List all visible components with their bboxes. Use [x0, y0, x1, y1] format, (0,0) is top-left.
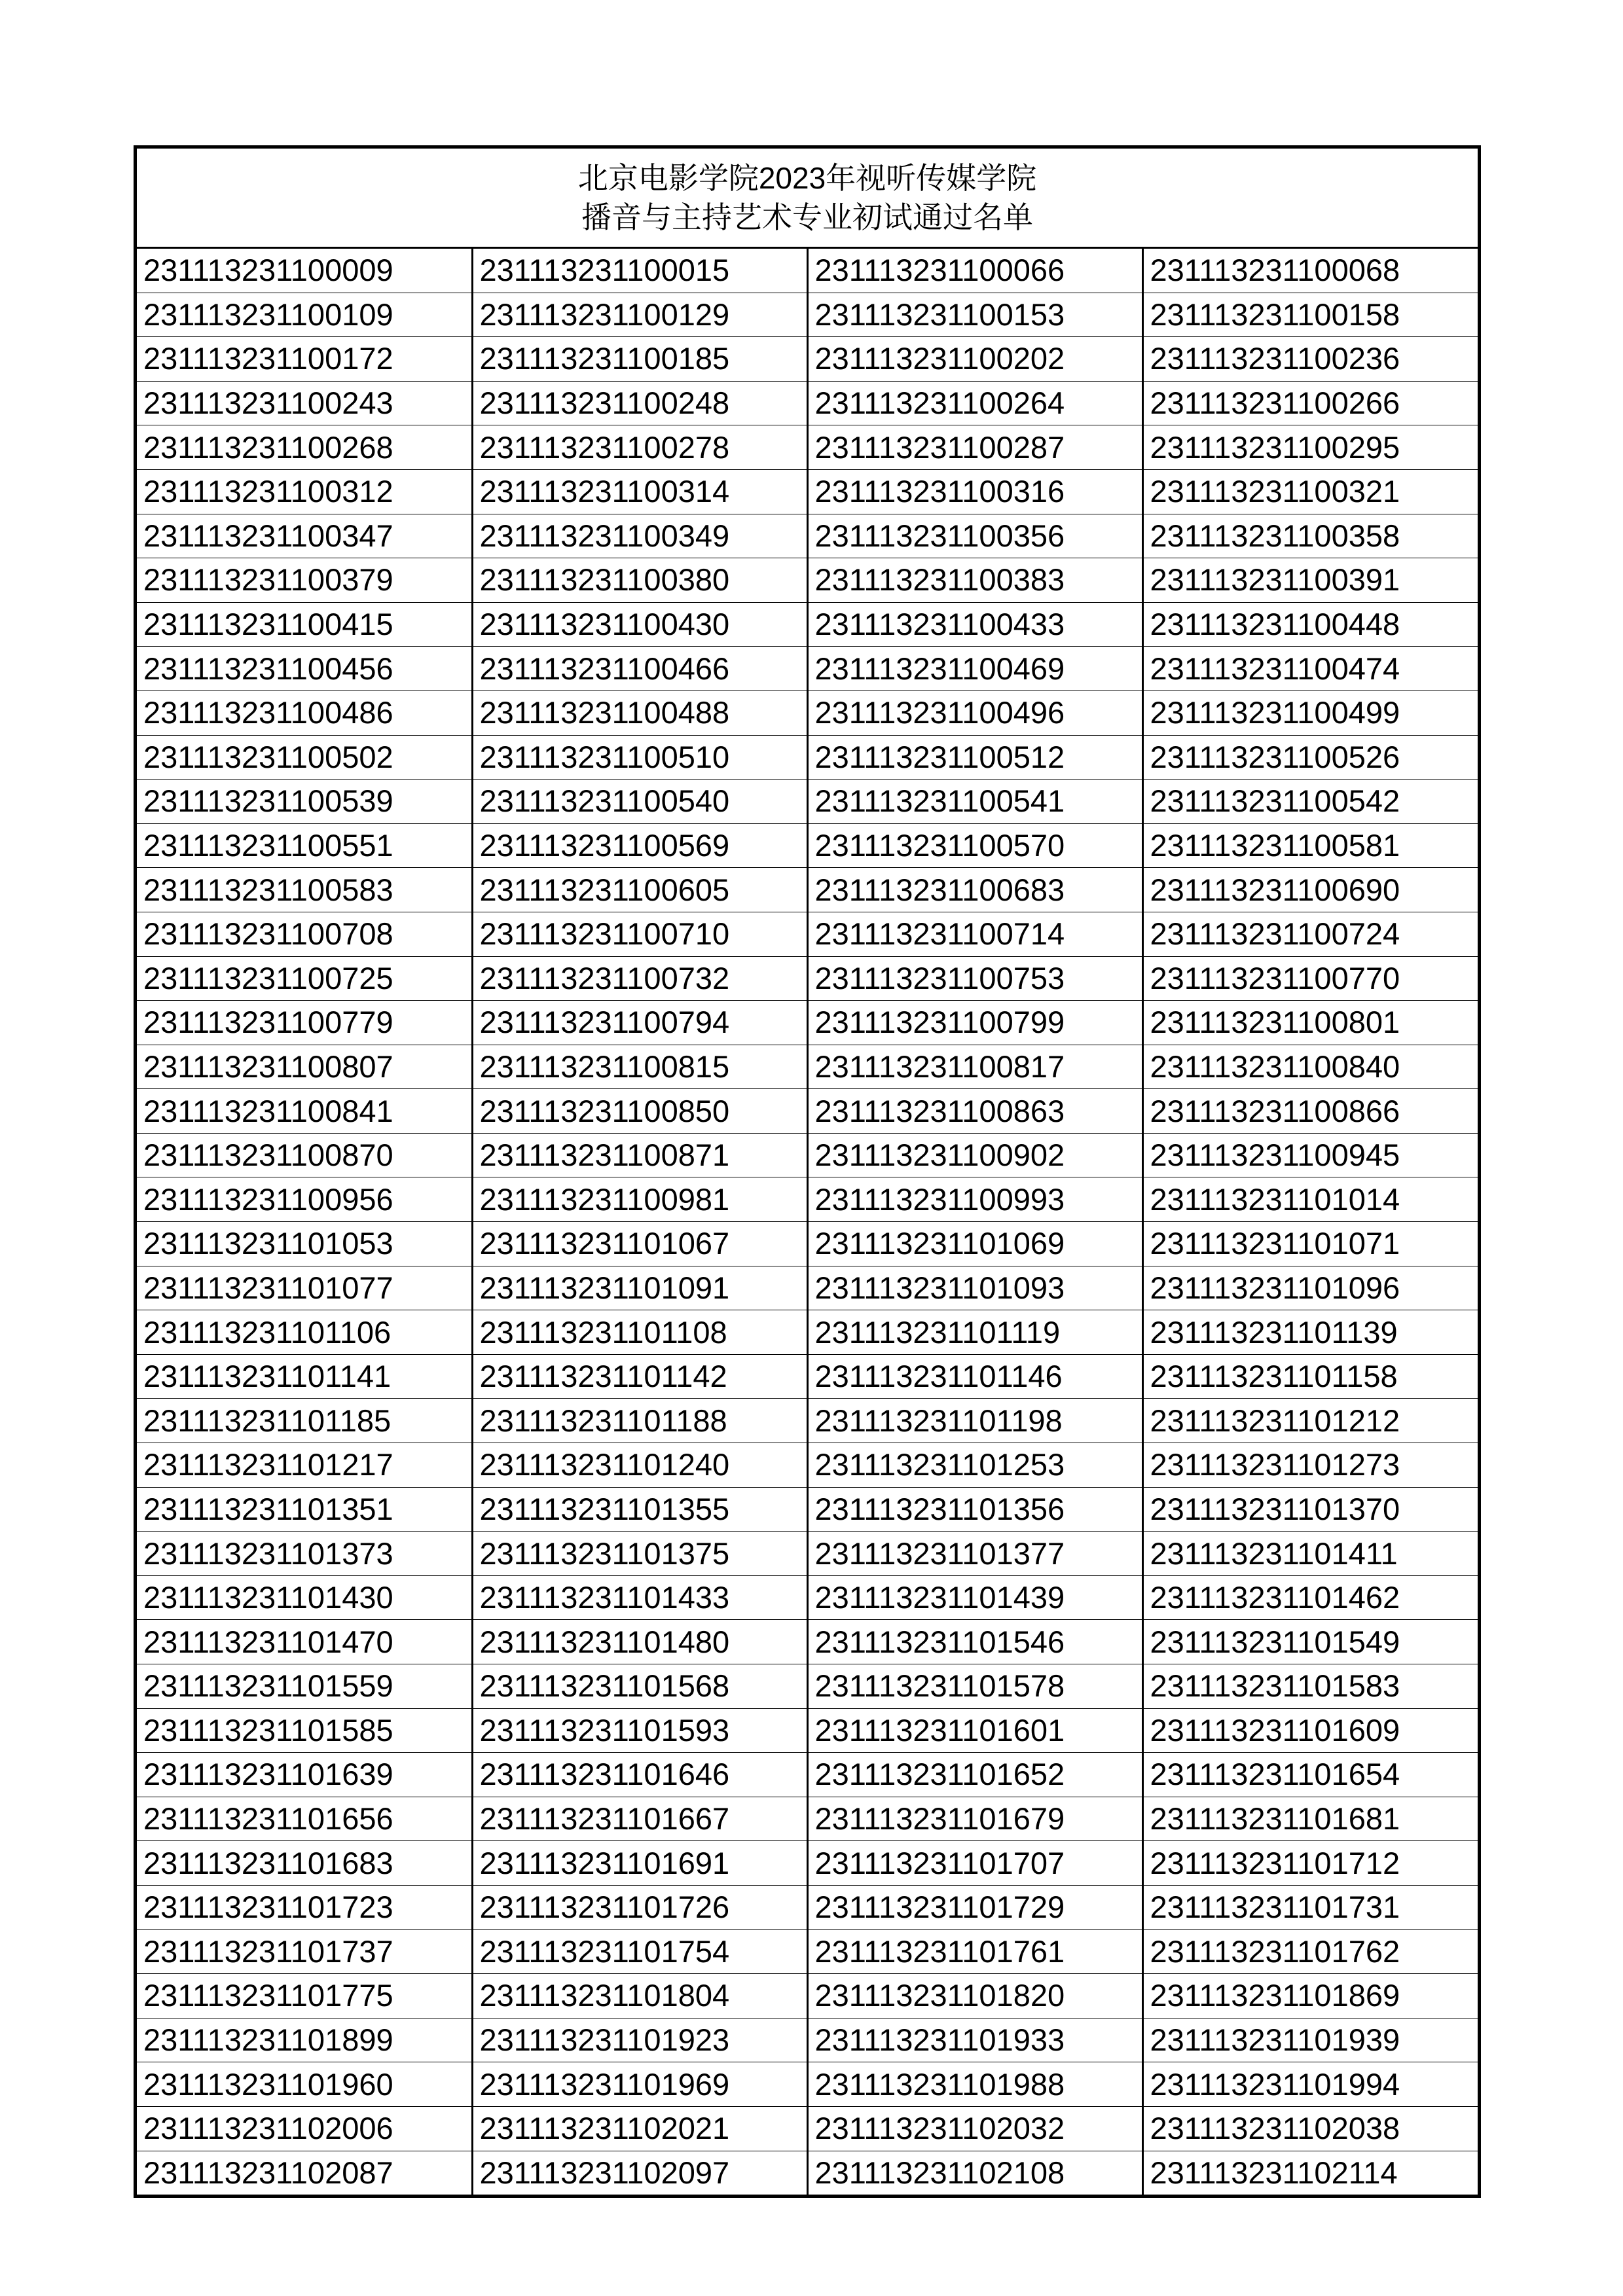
candidate-number-cell: 231113231101712 — [1142, 1841, 1478, 1886]
candidate-number-cell: 231113231101108 — [472, 1310, 807, 1355]
candidate-number-cell: 231113231101737 — [137, 1929, 472, 1974]
candidate-number-cell: 231113231102108 — [807, 2151, 1142, 2195]
candidate-number-cell: 231113231101899 — [137, 2018, 472, 2062]
candidate-number-cell: 231113231100526 — [1142, 735, 1478, 780]
candidate-number-cell: 231113231100779 — [137, 1001, 472, 1045]
table-row — [137, 249, 1478, 293]
table-row — [137, 1575, 1478, 1620]
candidate-number-cell: 231113231100066 — [807, 249, 1142, 293]
table-row — [137, 2062, 1478, 2107]
candidate-number-cell: 231113231100448 — [1142, 602, 1478, 647]
candidate-number-cell: 231113231101691 — [472, 1841, 807, 1886]
candidate-number-cell: 231113231100871 — [472, 1133, 807, 1177]
results-sheet — [134, 145, 1481, 2198]
candidate-number-cell: 231113231101723 — [137, 1885, 472, 1929]
candidate-number-cell: 231113231101549 — [1142, 1620, 1478, 1664]
candidate-number-cell: 231113231101077 — [137, 1266, 472, 1310]
table-row — [137, 1487, 1478, 1532]
candidate-number-cell: 231113231101253 — [807, 1443, 1142, 1488]
candidate-number-cell: 231113231101754 — [472, 1929, 807, 1974]
candidate-number-cell: 231113231101370 — [1142, 1487, 1478, 1532]
candidate-number-cell: 231113231102087 — [137, 2151, 472, 2195]
candidate-number-cell: 231113231100540 — [472, 780, 807, 824]
candidate-number-cell: 231113231100236 — [1142, 337, 1478, 382]
table-row — [137, 691, 1478, 735]
table-row — [137, 2106, 1478, 2151]
candidate-number-cell: 231113231100870 — [137, 1133, 472, 1177]
candidate-number-cell: 231113231100287 — [807, 425, 1142, 470]
candidate-number-cell: 231113231101593 — [472, 1708, 807, 1753]
candidate-number-cell: 231113231102021 — [472, 2106, 807, 2151]
candidate-number-cell: 231113231101923 — [472, 2018, 807, 2062]
candidate-number-cell: 231113231100710 — [472, 912, 807, 956]
candidate-number-cell: 231113231101939 — [1142, 2018, 1478, 2062]
table-row — [137, 1797, 1478, 1841]
candidate-number-cell: 231113231101158 — [1142, 1354, 1478, 1399]
candidate-number-cell: 231113231101969 — [472, 2062, 807, 2107]
candidate-number-cell: 231113231101729 — [807, 1885, 1142, 1929]
candidate-number-cell: 231113231100510 — [472, 735, 807, 780]
candidate-number-cell: 231113231100569 — [472, 823, 807, 868]
candidate-number-cell: 231113231100807 — [137, 1045, 472, 1089]
table-row — [137, 1664, 1478, 1709]
candidate-number-cell: 231113231100295 — [1142, 425, 1478, 470]
candidate-number-cell: 231113231100850 — [472, 1089, 807, 1134]
candidate-number-cell: 231113231100379 — [137, 558, 472, 603]
candidate-number-cell: 231113231101994 — [1142, 2062, 1478, 2107]
candidate-number-cell: 231113231100732 — [472, 956, 807, 1001]
table-row — [137, 1133, 1478, 1177]
candidate-number-cell: 231113231101667 — [472, 1797, 807, 1841]
candidate-number-cell: 231113231101988 — [807, 2062, 1142, 2107]
table-row — [137, 1177, 1478, 1222]
candidate-number-cell: 231113231101470 — [137, 1620, 472, 1664]
candidate-number-cell: 231113231101583 — [1142, 1664, 1478, 1709]
candidate-number-cell: 231113231101106 — [137, 1310, 472, 1355]
candidate-number-cell: 231113231100502 — [137, 735, 472, 780]
candidate-number-cell: 231113231100488 — [472, 691, 807, 735]
table-row — [137, 1753, 1478, 1797]
table-row — [137, 1354, 1478, 1399]
candidate-number-cell: 231113231100015 — [472, 249, 807, 293]
candidate-number-cell: 231113231100264 — [807, 381, 1142, 425]
table-row — [137, 1974, 1478, 2018]
table-row — [137, 1045, 1478, 1089]
title-line-1: 北京电影学院2023年视听传媒学院 — [577, 161, 1037, 195]
candidate-number-cell: 231113231100009 — [137, 249, 472, 293]
candidate-number-cell: 231113231100469 — [807, 647, 1142, 691]
candidate-number-cell: 231113231100356 — [807, 514, 1142, 558]
candidate-number-cell: 231113231100278 — [472, 425, 807, 470]
candidate-number-cell: 231113231101240 — [472, 1443, 807, 1488]
table-row — [137, 1399, 1478, 1443]
candidate-number-cell: 231113231100316 — [807, 469, 1142, 514]
candidate-number-cell: 231113231101761 — [807, 1929, 1142, 1974]
candidate-number-cell: 231113231101820 — [807, 1974, 1142, 2018]
table-row — [137, 425, 1478, 470]
candidate-number-cell: 231113231100799 — [807, 1001, 1142, 1045]
candidate-number-cell: 231113231100172 — [137, 337, 472, 382]
candidate-number-cell: 231113231101188 — [472, 1399, 807, 1443]
candidate-number-cell: 231113231100248 — [472, 381, 807, 425]
candidate-number-cell: 231113231100770 — [1142, 956, 1478, 1001]
candidate-number-cell: 231113231100708 — [137, 912, 472, 956]
table-row — [137, 1929, 1478, 1974]
table-row — [137, 1310, 1478, 1355]
candidate-number-cell: 231113231101217 — [137, 1443, 472, 1488]
table-row — [137, 2018, 1478, 2062]
candidate-number-cell: 231113231100486 — [137, 691, 472, 735]
candidate-number-cell: 231113231100349 — [472, 514, 807, 558]
candidate-number-cell: 231113231100815 — [472, 1045, 807, 1089]
candidate-number-cell: 231113231100551 — [137, 823, 472, 868]
candidate-number-cell: 231113231101351 — [137, 1487, 472, 1532]
table-row — [137, 381, 1478, 425]
candidate-number-cell: 231113231102032 — [807, 2106, 1142, 2151]
title-line-2: 播音与主持艺术专业初试通过名单 — [581, 200, 1033, 234]
candidate-number-cell: 231113231100512 — [807, 735, 1142, 780]
candidate-number-cell: 231113231101707 — [807, 1841, 1142, 1886]
candidate-number-cell: 231113231100433 — [807, 602, 1142, 647]
candidate-number-cell: 231113231100314 — [472, 469, 807, 514]
table-row — [137, 823, 1478, 868]
candidate-number-cell: 231113231100581 — [1142, 823, 1478, 868]
candidate-number-cell: 231113231101762 — [1142, 1929, 1478, 1974]
candidate-number-cell: 231113231100753 — [807, 956, 1142, 1001]
candidate-number-cell: 231113231100840 — [1142, 1045, 1478, 1089]
candidate-number-cell: 231113231101585 — [137, 1708, 472, 1753]
table-row — [137, 1089, 1478, 1134]
candidate-number-cell: 231113231101679 — [807, 1797, 1142, 1841]
candidate-number-cell: 231113231101639 — [137, 1753, 472, 1797]
candidate-number-cell: 231113231100430 — [472, 602, 807, 647]
candidate-number-cell: 231113231101601 — [807, 1708, 1142, 1753]
candidate-number-cell: 231113231100358 — [1142, 514, 1478, 558]
table-row — [137, 1443, 1478, 1488]
candidate-number-cell: 231113231101656 — [137, 1797, 472, 1841]
candidate-number-cell: 231113231101559 — [137, 1664, 472, 1709]
candidate-number-cell: 231113231101775 — [137, 1974, 472, 2018]
candidate-number-cell: 231113231101609 — [1142, 1708, 1478, 1753]
table-row — [137, 2151, 1478, 2195]
candidate-number-cell: 231113231100068 — [1142, 249, 1478, 293]
candidate-number-cell: 231113231102006 — [137, 2106, 472, 2151]
candidate-number-cell: 231113231101462 — [1142, 1575, 1478, 1620]
candidate-number-cell: 231113231101654 — [1142, 1753, 1478, 1797]
candidate-number-cell: 231113231100993 — [807, 1177, 1142, 1222]
candidate-number-cell: 231113231101141 — [137, 1354, 472, 1399]
candidate-number-cell: 231113231101212 — [1142, 1399, 1478, 1443]
candidate-number-cell: 231113231100496 — [807, 691, 1142, 735]
candidate-number-cell: 231113231100129 — [472, 293, 807, 337]
candidate-number-cell: 231113231100801 — [1142, 1001, 1478, 1045]
candidate-number-cell: 231113231100268 — [137, 425, 472, 470]
table-row — [137, 337, 1478, 382]
candidate-number-cell: 231113231100714 — [807, 912, 1142, 956]
table-row — [137, 647, 1478, 691]
candidate-number-cell: 231113231101869 — [1142, 1974, 1478, 2018]
candidate-number-cell: 231113231101067 — [472, 1222, 807, 1266]
candidate-number-cell: 231113231102097 — [472, 2151, 807, 2195]
candidate-number-cell: 231113231101091 — [472, 1266, 807, 1310]
candidate-number-cell: 231113231101578 — [807, 1664, 1142, 1709]
candidate-number-cell: 231113231100347 — [137, 514, 472, 558]
table-row — [137, 1001, 1478, 1045]
candidate-number-cell: 231113231101646 — [472, 1753, 807, 1797]
candidate-number-cell: 231113231101185 — [137, 1399, 472, 1443]
candidate-number-cell: 231113231100863 — [807, 1089, 1142, 1134]
candidate-number-cell: 231113231102114 — [1150, 2155, 1398, 2190]
candidate-number-cell: 231113231100539 — [137, 780, 472, 824]
candidate-number-cell: 231113231100724 — [1142, 912, 1478, 956]
candidate-number-cell: 231113231101546 — [807, 1620, 1142, 1664]
table-row — [137, 1708, 1478, 1753]
candidate-number-cell: 231113231100185 — [472, 337, 807, 382]
candidate-number-cell: 231113231101731 — [1142, 1885, 1478, 1929]
candidate-number-cell: 231113231100380 — [472, 558, 807, 603]
candidate-number-cell: 231113231100474 — [1142, 647, 1478, 691]
candidate-number-cell: 231113231100570 — [807, 823, 1142, 868]
candidate-number-cell: 231113231100690 — [1142, 868, 1478, 912]
candidate-number-cell: 231113231101377 — [807, 1532, 1142, 1576]
candidate-number-cell: 231113231102038 — [1142, 2106, 1478, 2151]
candidate-number-cell: 231113231101071 — [1142, 1222, 1478, 1266]
candidate-number-cell: 231113231101373 — [137, 1532, 472, 1576]
table-row — [137, 735, 1478, 780]
candidate-number-cell: 231113231100542 — [1142, 780, 1478, 824]
candidate-number-cell: 231113231101198 — [807, 1399, 1142, 1443]
candidate-number-cell: 231113231100456 — [137, 647, 472, 691]
table-row — [137, 469, 1478, 514]
candidate-number-cell: 231113231101411 — [1142, 1532, 1478, 1576]
candidate-number-cell: 231113231101433 — [472, 1575, 807, 1620]
table-row — [137, 1532, 1478, 1576]
table-row — [137, 1885, 1478, 1929]
candidate-number-cell: 231113231100817 — [807, 1045, 1142, 1089]
candidate-number-cell: 231113231101356 — [807, 1487, 1142, 1532]
candidate-number-cell: 231113231101933 — [807, 2018, 1142, 2062]
candidate-number-cell: 231113231101014 — [1142, 1177, 1478, 1222]
candidate-number-cell: 231113231100541 — [807, 780, 1142, 824]
table-row — [137, 1841, 1478, 1886]
table-row — [137, 558, 1478, 603]
candidate-number-cell: 231113231100415 — [137, 602, 472, 647]
candidate-number-cell: 231113231100583 — [137, 868, 472, 912]
candidate-number-cell: 231113231101273 — [1142, 1443, 1478, 1488]
table-row — [137, 602, 1478, 647]
candidate-number-cell: 231113231100902 — [807, 1133, 1142, 1177]
candidate-number-cell: 231113231101069 — [807, 1222, 1142, 1266]
candidate-number-cell: 231113231100794 — [472, 1001, 807, 1045]
candidate-number-cell: 231113231101142 — [472, 1354, 807, 1399]
candidate-number-cell: 231113231101093 — [807, 1266, 1142, 1310]
candidate-number-cell: 231113231101683 — [137, 1841, 472, 1886]
candidate-number-cell: 231113231101096 — [1142, 1266, 1478, 1310]
candidate-number-cell: 231113231100956 — [137, 1177, 472, 1222]
candidate-number-cell: 231113231101139 — [1142, 1310, 1478, 1355]
candidate-number-table — [137, 249, 1478, 2195]
candidate-number-cell: 231113231100866 — [1142, 1089, 1478, 1134]
candidate-number-cell: 231113231100243 — [137, 381, 472, 425]
candidate-number-cell: 231113231100841 — [137, 1089, 472, 1134]
candidate-number-cell: 231113231100158 — [1142, 293, 1478, 337]
candidate-number-cell: 231113231100109 — [137, 293, 472, 337]
candidate-number-cell: 231113231100312 — [137, 469, 472, 514]
candidate-number-cell: 231113231101146 — [807, 1354, 1142, 1399]
candidate-number-cell: 231113231101119 — [807, 1310, 1142, 1355]
candidate-number-cell: 231113231101804 — [472, 1974, 807, 2018]
candidate-number-cell: 231113231101375 — [472, 1532, 807, 1576]
candidate-number-cell: 231113231100725 — [137, 956, 472, 1001]
candidate-number-cell: 231113231101439 — [807, 1575, 1142, 1620]
table-row — [137, 780, 1478, 824]
candidate-number-cell: 231113231101568 — [472, 1664, 807, 1709]
candidate-number-cell: 231113231100683 — [807, 868, 1142, 912]
candidate-number-cell: 231113231100981 — [472, 1177, 807, 1222]
candidate-number-cell: 231113231101430 — [137, 1575, 472, 1620]
candidate-number-cell: 231113231100202 — [807, 337, 1142, 382]
table-row — [137, 956, 1478, 1001]
candidate-number-cell: 231113231100383 — [807, 558, 1142, 603]
candidate-number-cell: 231113231100391 — [1142, 558, 1478, 603]
candidate-number-cell: 231113231100153 — [807, 293, 1142, 337]
table-body — [137, 249, 1478, 2195]
title-block — [137, 149, 1478, 249]
candidate-number-cell: 231113231101681 — [1142, 1797, 1478, 1841]
candidate-number-cell: 231113231101652 — [807, 1753, 1142, 1797]
candidate-number-cell: 231113231101960 — [137, 2062, 472, 2107]
table-row — [137, 514, 1478, 558]
candidate-number-cell: 231113231101726 — [472, 1885, 807, 1929]
candidate-number-cell: 231113231100945 — [1142, 1133, 1478, 1177]
candidate-number-cell: 231113231100499 — [1142, 691, 1478, 735]
candidate-number-cell: 231113231100266 — [1142, 381, 1478, 425]
table-row — [137, 868, 1478, 912]
candidate-number-cell: 231113231101355 — [472, 1487, 807, 1532]
table-row — [137, 912, 1478, 956]
table-row — [137, 1266, 1478, 1310]
table-row — [137, 1222, 1478, 1266]
candidate-number-cell: 231113231101053 — [137, 1222, 472, 1266]
candidate-number-cell: 231113231101480 — [472, 1620, 807, 1664]
table-row — [137, 1620, 1478, 1664]
table-row — [137, 293, 1478, 337]
candidate-number-cell: 231113231100321 — [1142, 469, 1478, 514]
candidate-number-cell: 231113231100605 — [472, 868, 807, 912]
candidate-number-cell: 231113231100466 — [472, 647, 807, 691]
